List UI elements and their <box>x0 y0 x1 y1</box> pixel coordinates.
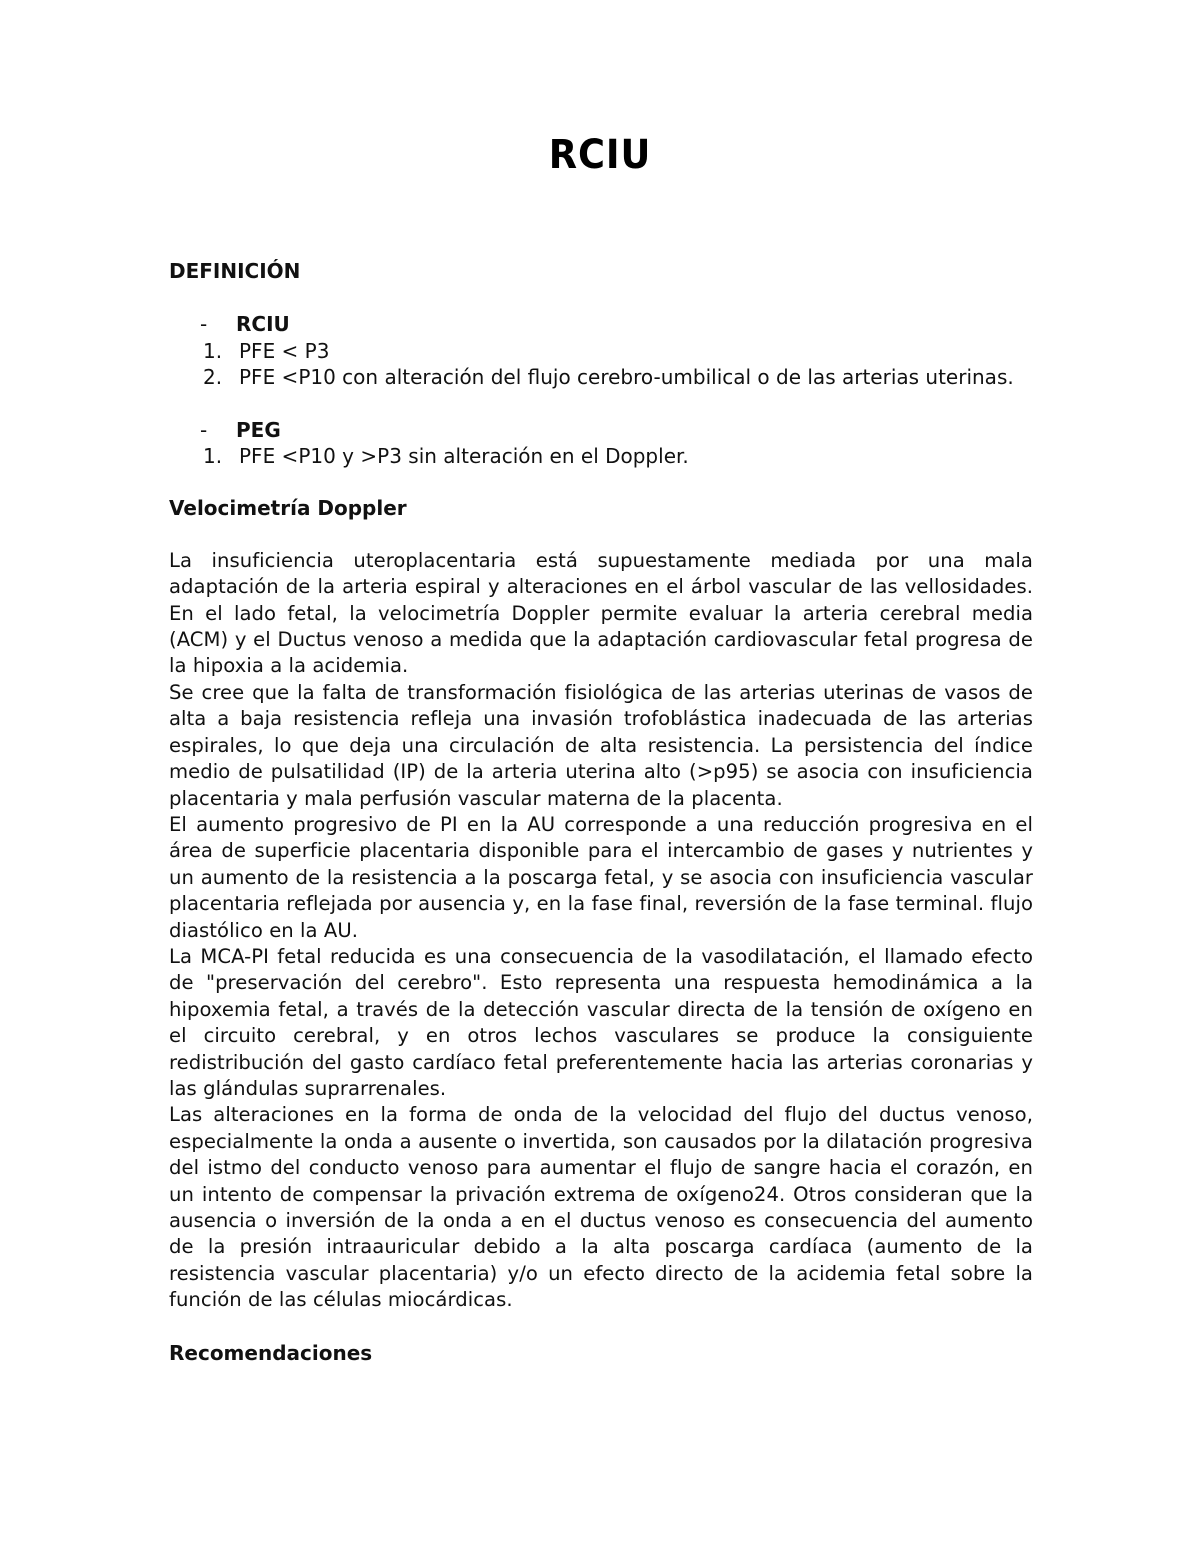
list-number: 2. <box>203 365 223 390</box>
list-item-text: PFE <P10 y >P3 sin alteración en el Doppler. <box>239 444 689 469</box>
list-number: 1. <box>203 338 223 363</box>
list-item-text: PFE <P10 con alteración del flujo cerebro-umbilical o de las arterias uterinas. <box>239 365 1014 390</box>
list-number: 1. <box>203 444 223 469</box>
body-paragraph: El aumento progresivo de PI en la AU corresponde a una reducción progresiva en el área de superficie placentaria disponible para el intercambio de gases y nutrientes y un aumento de la resistencia a la poscarga fetal, y se asocia con insuficiencia vascular placentaria reflejada por ausencia y, en la fase final, reversión de la fase terminal. flujo diastólico en la AU. <box>169 812 1033 942</box>
list-item <box>169 443 1033 469</box>
document-title: RCIU <box>548 132 652 178</box>
list-item-text: PFE < P3 <box>239 338 330 363</box>
list-item <box>169 338 1033 364</box>
group-label-rciu: RCIU <box>236 312 290 337</box>
dash-bullet: - <box>200 312 208 337</box>
body-paragraph: La MCA-PI fetal reducida es una consecuencia de la vasodilatación, el llamado efecto de "preservación del cerebro". Esto representa una respuesta hemodinámica a la hipoxemia fetal, a través de la detección vascular directa de la tensión de oxígeno en el circuito cerebral, y en otros lechos vasculares se produce la consiguiente redistribución del gasto cardíaco fetal preferentemente hacia las arterias coronarias y las glándulas suprarrenales. <box>169 944 1033 1100</box>
document-body <box>169 258 1033 1366</box>
body-paragraph: La insuficiencia uteroplacentaria está supuestamente mediada por una mala adaptación de la arteria espiral y alteraciones en el árbol vascular de las vellosidades. En el lado fetal, la velocimetría Doppler permite evaluar la arteria cerebral media (ACM) y el Ductus venoso a medida que la adaptación cardiovascular fetal progresa de la hipoxia a la acidemia. <box>169 548 1033 678</box>
definicion-heading: DEFINICIÓN <box>169 259 301 283</box>
definition-group-peg <box>169 417 1033 443</box>
body-paragraph: Las alteraciones en la forma de onda de la velocidad del flujo del ductus venoso, especialmente la onda a ausente o invertida, son causados por la dilatación progresiva del istmo del conducto venoso para aumentar el flujo de sangre hacia el corazón, en un intento de compensar la privación extrema de oxígeno24. Otros consideran que la ausencia o inversión de la onda a en el ductus venoso es consecuencia del aumento de la presión intraauricular debido a la alta poscarga cardíaca (aumento de la resistencia vascular placentaria) y/o un efecto directo de la acidemia fetal sobre la función de las células miocárdicas. <box>169 1103 1033 1312</box>
dash-bullet: - <box>200 417 208 442</box>
group-label-peg: PEG <box>236 417 281 442</box>
definition-group-rciu <box>169 311 1033 337</box>
velocimetria-heading: Velocimetría Doppler <box>169 496 407 521</box>
recomendaciones-heading: Recomendaciones <box>169 1340 373 1365</box>
body-paragraph: Se cree que la falta de transformación fisiológica de las arterias uterinas de vasos de alta a baja resistencia refleja una invasión trofoblástica inadecuada de las arterias espirales, lo que deja una circulación de alta resistencia. La persistencia del índice medio de pulsatilidad (IP) de la arteria uterina alto (>p95) se asocia con insuficiencia placentaria y mala perfusión vascular materna de la placenta. <box>169 680 1033 810</box>
list-item <box>169 364 1033 390</box>
